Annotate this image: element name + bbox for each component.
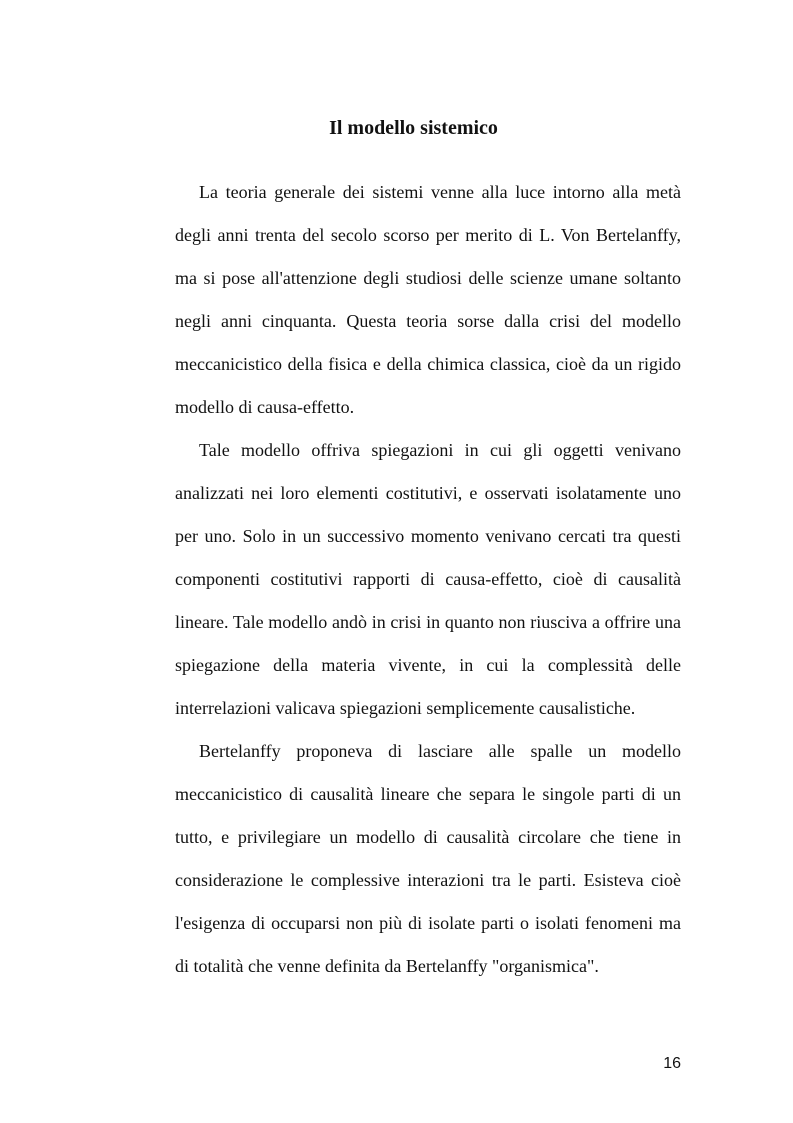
page-number: 16 (663, 1055, 681, 1072)
paragraph-2: Tale modello offriva spiegazioni in cui gli oggetti venivano analizzati nei loro elementi costitutivi, e osservati isolatamente uno per uno. Solo in un successivo momento venivano cercati tra questi componenti costitutivi rapporti di causa-effetto, cioè di causalità lineare. Tale modello andò in crisi in quanto non riusciva a offrire una spiegazione della materia vivente, in cui la complessità delle interrelazioni valicava spiegazioni semplicemente causalistiche. (175, 440, 681, 718)
paragraph-1: La teoria generale dei sistemi venne alla luce intorno alla metà degli anni trenta del secolo scorso per merito di L. Von Bertelanffy, ma si pose all'attenzione degli studiosi delle scienze umane soltanto negli anni cinquanta. Questa teoria sorse dalla crisi del modello meccanicistico della fisica e della chimica classica, cioè da un rigido modello di causa-effetto. (175, 182, 681, 417)
page-title: Il modello sistemico (329, 117, 498, 139)
body-text (175, 171, 681, 988)
paragraph-3: Bertelanffy proponeva di lasciare alle spalle un modello meccanicistico di causalità lineare che separa le singole parti di un tutto, e privilegiare un modello di causalità circolare che tiene in considerazione le complessive interazioni tra le parti. Esisteva cioè l'esigenza di occuparsi non più di isolate parti o isolati fenomeni ma di totalità che venne definita da Bertelanffy "organismica". (175, 741, 681, 976)
